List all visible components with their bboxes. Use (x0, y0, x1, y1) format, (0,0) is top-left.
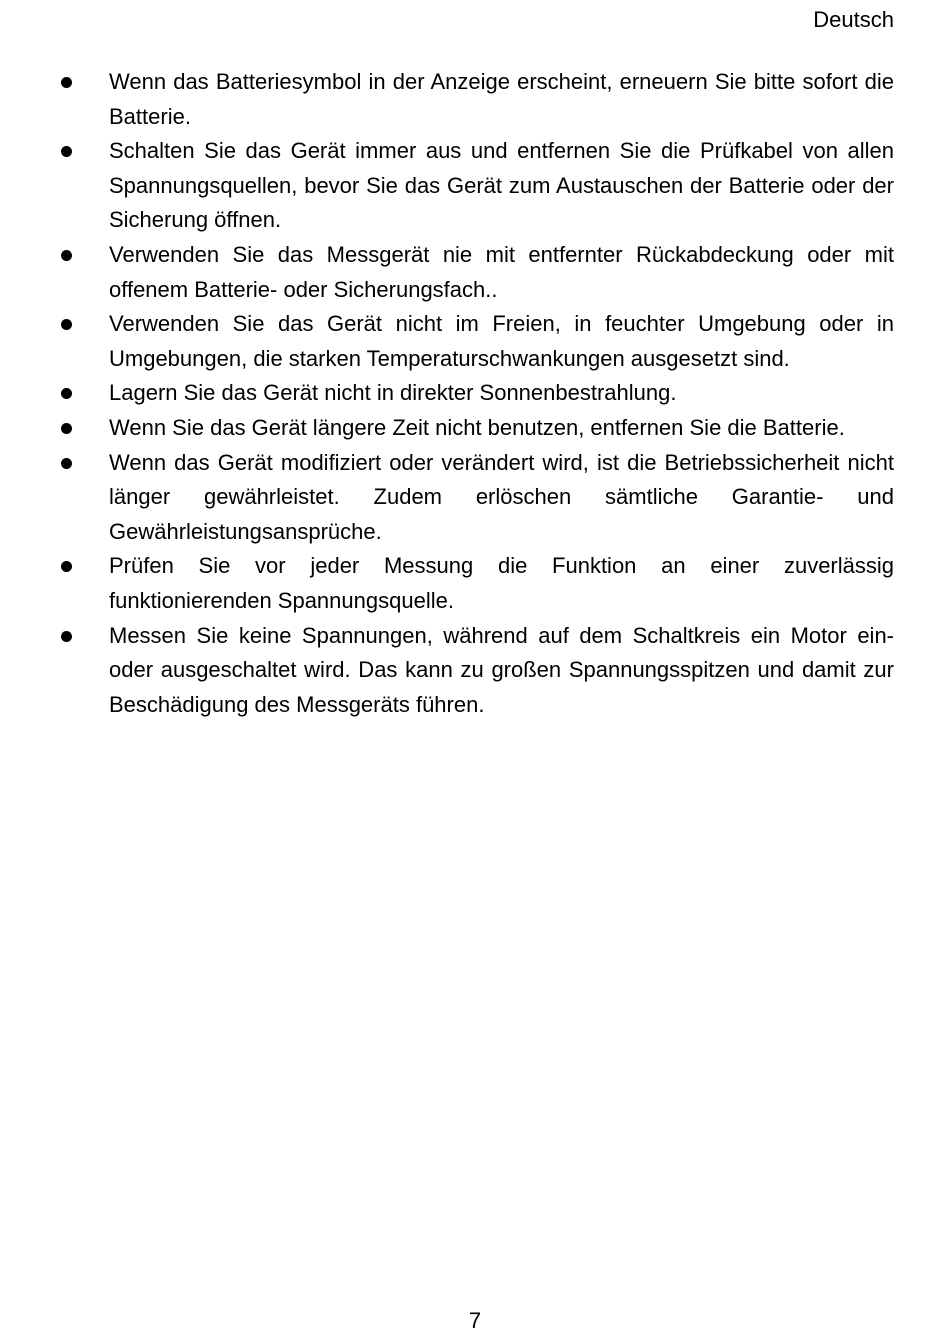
bullet-item (56, 619, 894, 723)
bullet-dot-icon (61, 319, 72, 330)
bullet-dot-icon (61, 631, 72, 642)
bullet-dot-icon (61, 77, 72, 88)
bullet-dot-icon (61, 423, 72, 434)
bullet-text: Wenn das Gerät modifiziert oder verändert wird, ist die Betriebssicherheit nicht länger gewährleistet. Zudem erlöschen sämtliche Garantie- und Gewährleistungsansprüche. (109, 449, 894, 544)
bullet-text: Messen Sie keine Spannungen, während auf dem Schaltkreis ein Motor ein- oder ausgeschaltet wird. Das kann zu großen Spannungsspitzen und damit zur Beschädigung des Messgeräts führen. (109, 622, 894, 717)
bullet-item (56, 411, 894, 446)
bullet-dot-icon (61, 458, 72, 469)
bullet-item (56, 307, 894, 376)
page-number: 7 (468, 1308, 482, 1333)
bullet-text: Lagern Sie das Gerät nicht in direkter Sonnenbestrahlung. (109, 380, 677, 406)
page-header-language: Deutsch (813, 7, 894, 32)
bullet-dot-icon (61, 388, 72, 399)
safety-bullet-list (56, 65, 894, 722)
bullet-dot-icon (61, 250, 72, 261)
bullet-dot-icon (61, 561, 72, 572)
bullet-item (56, 446, 894, 550)
bullet-item (56, 134, 894, 238)
bullet-dot-icon (61, 146, 72, 157)
bullet-text: Verwenden Sie das Messgerät nie mit entfernter Rückabdeckung oder mit offenem Batterie- oder Sicherungsfach.. (109, 241, 894, 302)
bullet-text: Schalten Sie das Gerät immer aus und entfernen Sie die Prüfkabel von allen Spannungsquellen, bevor Sie das Gerät zum Austauschen der Batterie oder der Sicherung öffnen. (109, 138, 894, 233)
bullet-text: Verwenden Sie das Gerät nicht im Freien, in feuchter Umgebung oder in Umgebungen, die starken Temperaturschwankungen ausgesetzt sind. (109, 311, 894, 371)
bullet-item (56, 376, 894, 411)
bullet-item (56, 549, 894, 618)
bullet-text: Wenn Sie das Gerät längere Zeit nicht benutzen, entfernen Sie die Batterie. (109, 414, 845, 440)
bullet-text: Prüfen Sie vor jeder Messung die Funktion an einer zuverlässig funktionierenden Spannungsquelle. (109, 553, 894, 613)
bullet-item (56, 238, 894, 307)
bullet-item (56, 65, 894, 134)
bullet-text: Wenn das Batteriesymbol in der Anzeige erscheint, erneuern Sie bitte sofort die Batterie. (109, 69, 894, 129)
